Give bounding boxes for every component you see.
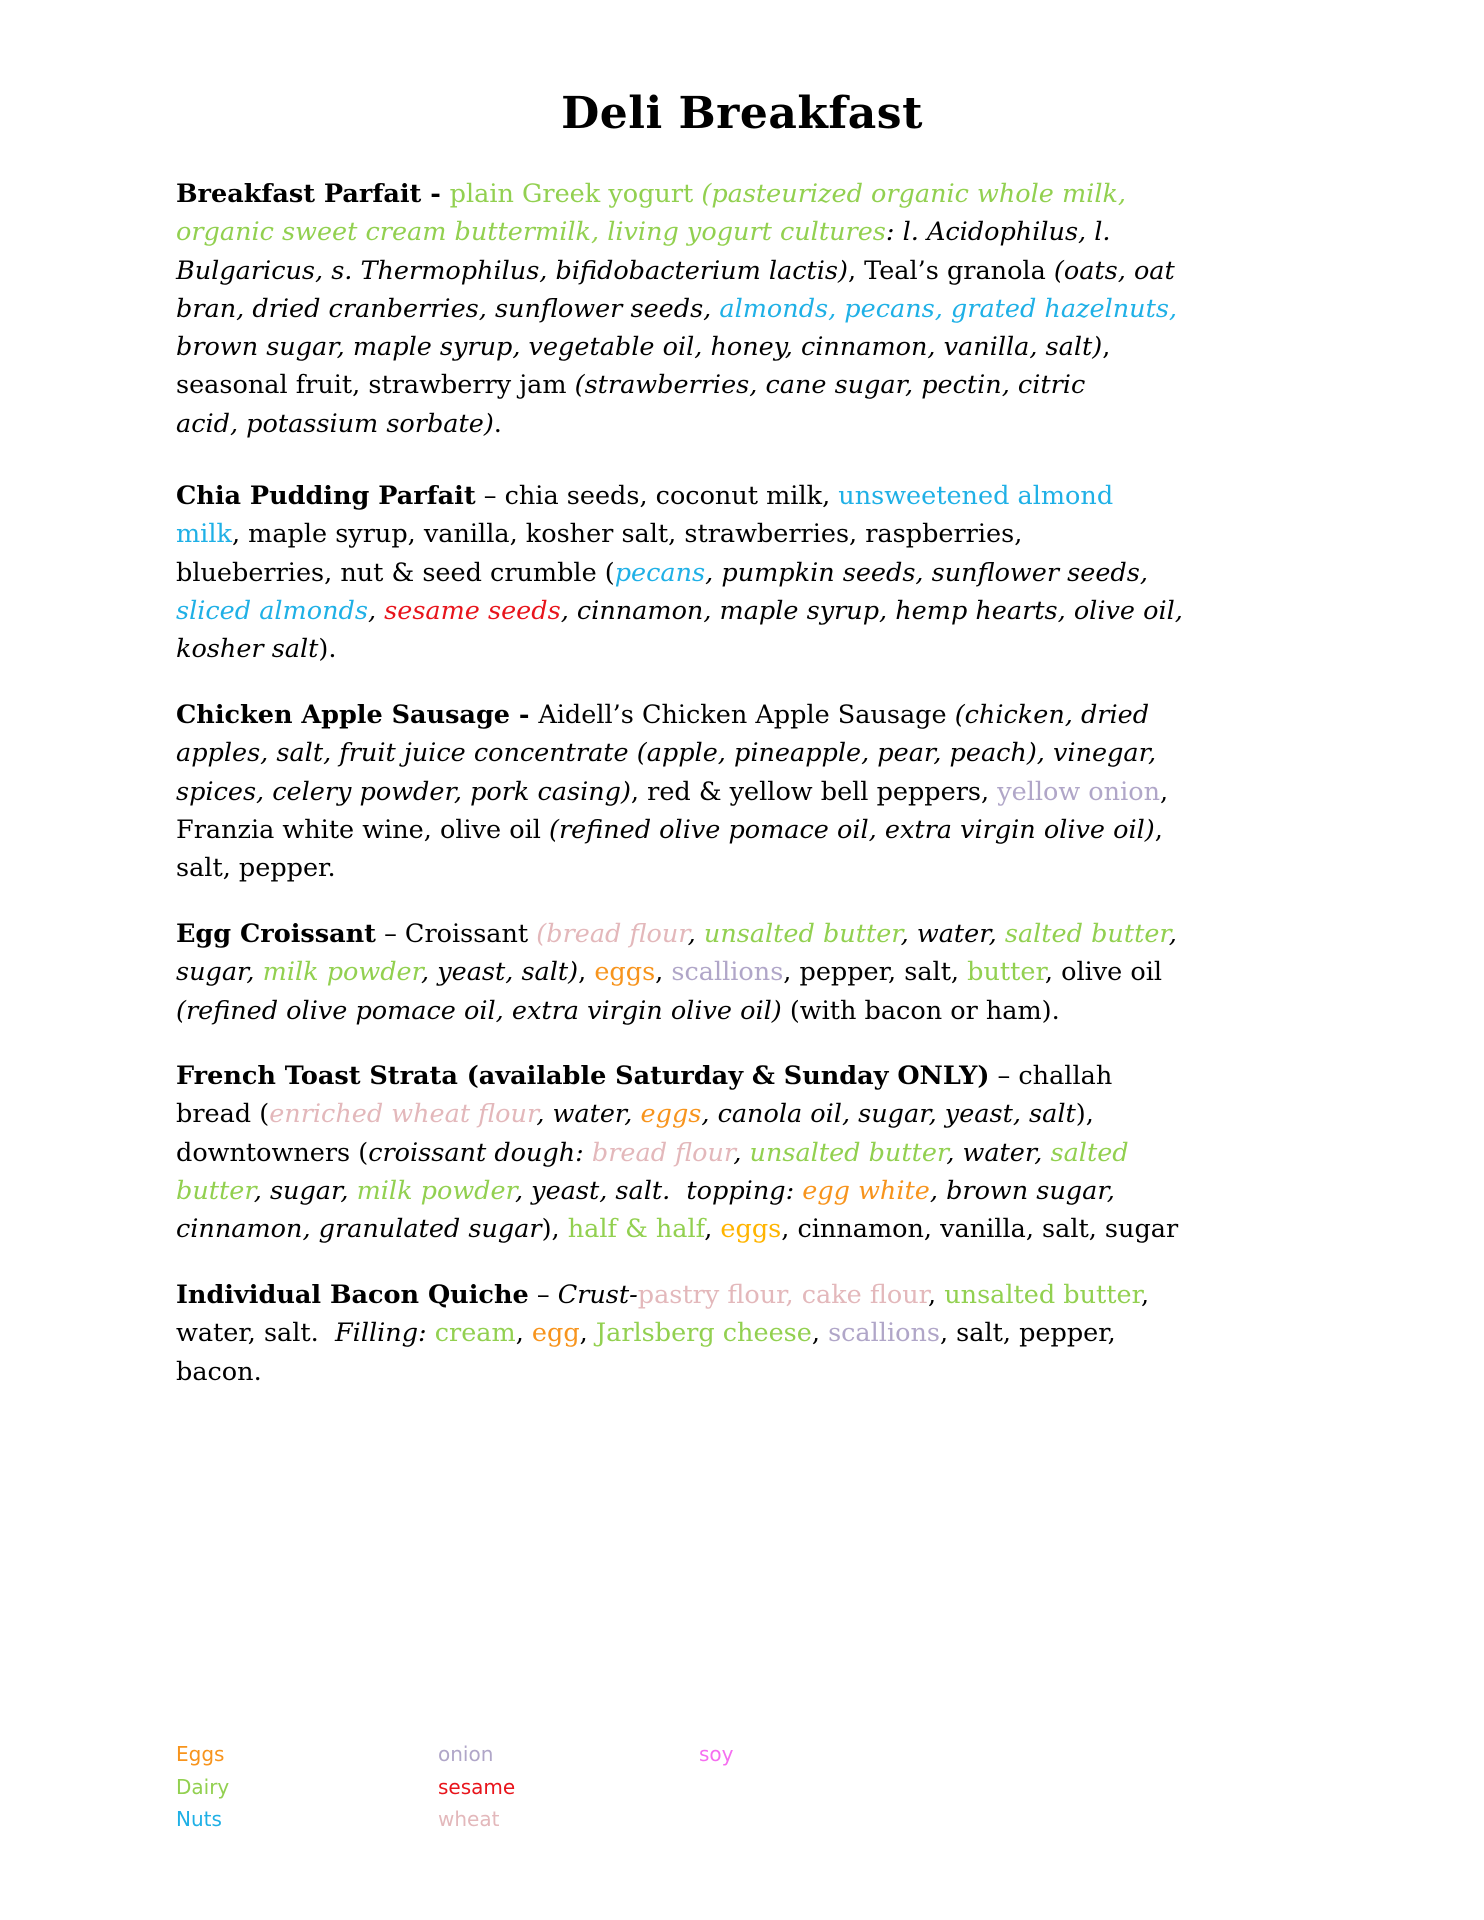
- ingredient-text: ,: [928, 1280, 945, 1310]
- ingredient-text: unsalted butter: [703, 919, 901, 949]
- ingredient-text: (strawberries, cane sugar, pectin, citric: [574, 370, 1086, 401]
- text-line: [176, 992, 1177, 1030]
- item-name: Egg Croissant: [176, 919, 376, 949]
- ingredient-text: (oats, oat: [1053, 255, 1175, 286]
- ingredient-text: sesame seeds: [384, 595, 561, 626]
- ingredient-text: unsalted butter: [749, 1137, 947, 1168]
- ingredient-text: , cinnamon, maple syrup, hemp hearts, olive oil,: [560, 595, 1183, 626]
- ingredient-text: Aidell’s Chicken Apple Sausage: [538, 700, 955, 730]
- ingredient-text: , water,: [536, 1099, 641, 1130]
- text-line: [176, 849, 1168, 887]
- ingredient-text: bread flour: [591, 1137, 734, 1168]
- item-name: Individual Bacon Quiche: [176, 1280, 529, 1310]
- page-title: Deli Breakfast: [561, 88, 923, 139]
- ingredient-text: scallions: [671, 957, 784, 988]
- text-line: [176, 515, 1183, 553]
- legend-item: onion: [438, 1742, 494, 1766]
- ingredient-text: ,: [367, 595, 385, 626]
- ingredient-text: blueberries, nut & seed crumble (: [176, 557, 615, 588]
- ingredient-text: , Teal’s granola: [847, 255, 1054, 286]
- ingredient-text: sugar,: [176, 957, 263, 988]
- ingredient-text: half & half: [567, 1214, 705, 1245]
- legend-item: Eggs: [176, 1742, 225, 1766]
- ingredient-text: , maple syrup, vanilla, kosher salt, strawberries, raspberries,: [231, 519, 1023, 550]
- legend-item: sesame: [438, 1774, 516, 1799]
- text-line: [176, 213, 1177, 251]
- ingredient-text: ,: [655, 957, 672, 988]
- ingredient-text: egg white: [802, 1175, 930, 1206]
- legend-column: [176, 1738, 229, 1836]
- ingredient-text: ,: [687, 919, 704, 949]
- text-line: [176, 811, 1168, 849]
- ingredient-text: scallions: [828, 1318, 940, 1349]
- ingredient-text: salt, pepper.: [176, 853, 336, 884]
- menu-item-individual-bacon-quiche: [176, 1276, 1149, 1391]
- ingredient-text: seasonal fruit, strawberry jam: [176, 370, 575, 401]
- ingredient-text: (refined olive pomace oil, extra virgin olive oil): [549, 814, 1155, 845]
- ingredient-text: (: [536, 919, 547, 949]
- ingredient-text: , cinnamon, vanilla, salt, sugar: [781, 1214, 1179, 1245]
- ingredient-text: eggs: [720, 1214, 782, 1245]
- text-line: [176, 630, 1183, 668]
- ingredient-text: downtowners (: [176, 1137, 369, 1168]
- ingredient-text: , salt, pepper,: [939, 1318, 1116, 1349]
- ingredient-text: –: [528, 1280, 558, 1310]
- ingredient-text: unsalted butter: [944, 1280, 1142, 1310]
- text-line: [176, 252, 1177, 290]
- ingredient-text: milk: [176, 519, 232, 550]
- ingredient-text: ),: [1075, 1099, 1094, 1130]
- ingredient-text: egg: [531, 1318, 580, 1349]
- ingredient-text: water, salt.: [176, 1318, 335, 1349]
- ingredient-text: ,: [578, 957, 595, 988]
- menu-item-egg-croissant: [176, 915, 1177, 1030]
- ingredient-text: Franzia white wine, olive oil: [176, 814, 549, 845]
- menu-item-breakfast-parfait: [176, 175, 1177, 443]
- text-line: [176, 1276, 1149, 1314]
- legend-column: [699, 1738, 734, 1771]
- ingredient-text: , olive oil: [1044, 957, 1163, 988]
- ingredient-text: (refined olive pomace oil, extra virgin olive oil): [176, 995, 782, 1026]
- ingredient-text: cream: [434, 1318, 516, 1349]
- menu-item-chicken-apple-sausage: [176, 696, 1168, 887]
- legend-item: Dairy: [176, 1774, 230, 1799]
- ingredient-text: kosher salt: [176, 634, 319, 665]
- ingredient-text: ,: [1168, 919, 1177, 949]
- text-line: [176, 734, 1168, 772]
- ingredient-text: Bulgaricus, s. Thermophilus, bifidobacterium lactis): [176, 255, 848, 286]
- ingredient-text: , yeast, salt): [421, 957, 579, 988]
- ingredient-text: bread (: [176, 1099, 270, 1130]
- ingredient-text: acid, potassium sorbate): [176, 408, 494, 439]
- ingredient-text: , pumpkin seeds, sunflower seeds,: [705, 557, 1148, 588]
- ingredient-text: , sugar,: [253, 1175, 357, 1206]
- ingredient-text: ,: [733, 1137, 750, 1168]
- text-line: [176, 366, 1177, 404]
- legend-item: wheat: [438, 1807, 500, 1831]
- text-line: [176, 1353, 1149, 1391]
- ingredient-text: bacon.: [176, 1356, 262, 1387]
- text-line: [176, 405, 1177, 443]
- ingredient-text: Crust-: [557, 1280, 638, 1310]
- ingredient-text: (chicken, dried: [954, 700, 1150, 730]
- text-line: [176, 953, 1177, 991]
- text-line: [176, 1057, 1178, 1095]
- ingredient-text: ,: [811, 1318, 829, 1349]
- ingredient-text: , red & yellow bell peppers,: [630, 776, 998, 807]
- ingredient-text: , yeast, salt. topping:: [514, 1175, 803, 1206]
- ingredient-text: salted: [1050, 1137, 1129, 1168]
- text-line: [176, 696, 1168, 734]
- ingredient-text: bread flour: [546, 919, 688, 949]
- ingredient-text: brown sugar, maple syrup, vegetable oil, honey, cinnamon, vanilla, salt): [176, 332, 1103, 363]
- text-line: [176, 477, 1183, 515]
- text-line: [176, 1095, 1178, 1133]
- item-name: Breakfast Parfait -: [176, 179, 450, 209]
- ingredient-text: Filling:: [334, 1318, 427, 1349]
- ingredient-text: ,: [704, 1214, 721, 1245]
- ingredient-text: ,: [1102, 332, 1111, 363]
- ingredient-text: – Croissant: [375, 919, 537, 949]
- ingredient-text: enriched wheat flour: [269, 1099, 537, 1130]
- ingredient-text: , water,: [946, 1137, 1051, 1168]
- ingredient-text: cinnamon, granulated sugar: [176, 1214, 542, 1245]
- ingredient-text: Jarlsberg cheese: [595, 1318, 812, 1349]
- ingredient-text: ,: [1160, 776, 1169, 807]
- ingredient-text: apples, salt, fruit juice concentrate (apple, pineapple, pear, peach), vinegar,: [176, 738, 1157, 769]
- ingredient-text: , pepper, salt,: [783, 957, 968, 988]
- ingredient-text: unsweetened almond: [838, 481, 1114, 511]
- ingredient-text: sliced almonds: [176, 595, 368, 626]
- ingredient-text: ,: [515, 1318, 532, 1349]
- text-line: [176, 1134, 1178, 1172]
- ingredient-text: salted butter: [1004, 919, 1169, 949]
- ingredient-text: eggs: [594, 957, 656, 988]
- ingredient-text: yellow onion: [997, 776, 1161, 807]
- ingredient-text: ).: [318, 634, 337, 665]
- item-name: French Toast Strata (available Saturday & Sunday ONLY): [176, 1061, 990, 1091]
- ingredient-text: , brown sugar,: [929, 1175, 1115, 1206]
- text-line: [176, 592, 1183, 630]
- item-name: Chia Pudding Parfait: [176, 481, 476, 511]
- menu-item-french-toast-strata: [176, 1057, 1178, 1248]
- ingredient-text: ,: [1141, 1280, 1150, 1310]
- ingredient-text: ,: [1154, 814, 1163, 845]
- ingredient-text: : l. Acidophilus, l.: [885, 217, 1111, 248]
- ingredient-text: plain Greek yogurt: [449, 179, 702, 209]
- item-name: Chicken Apple Sausage -: [176, 700, 539, 730]
- legend-column: [438, 1738, 515, 1836]
- ingredient-text: .: [493, 408, 502, 439]
- ingredient-text: pastry flour, cake flour: [637, 1280, 929, 1310]
- ingredient-text: eggs: [640, 1099, 702, 1130]
- ingredient-text: (pasteurized organic whole milk,: [701, 179, 1127, 209]
- ingredient-text: butter: [176, 1175, 254, 1206]
- text-line: [176, 1314, 1149, 1352]
- ingredient-text: [427, 1318, 435, 1348]
- ingredient-text: organic sweet cream buttermilk, living yogurt cultures: [176, 217, 886, 248]
- ingredient-text: ),: [541, 1214, 568, 1245]
- text-line: [176, 554, 1183, 592]
- ingredient-text: (with bacon or ham).: [781, 995, 1060, 1026]
- ingredient-text: butter: [967, 957, 1045, 988]
- legend-item: soy: [699, 1742, 734, 1766]
- ingredient-text: spices, celery powder, pork casing): [176, 776, 631, 807]
- text-line: [176, 175, 1177, 213]
- ingredient-text: croissant dough:: [368, 1137, 592, 1168]
- text-line: [176, 773, 1168, 811]
- ingredient-text: , water,: [900, 919, 1005, 949]
- ingredient-text: bran, dried cranberries, sunflower seeds,: [176, 293, 720, 324]
- ingredient-text: – challah: [989, 1061, 1113, 1091]
- ingredient-text: ,: [579, 1318, 596, 1349]
- text-line: [176, 915, 1177, 953]
- ingredient-text: , canola oil, sugar, yeast, salt: [701, 1099, 1076, 1130]
- text-line: [176, 290, 1177, 328]
- text-line: [176, 1172, 1178, 1210]
- legend-item: Nuts: [176, 1807, 222, 1831]
- ingredient-text: milk powder: [356, 1175, 515, 1206]
- text-line: [176, 1210, 1178, 1248]
- ingredient-text: – chia seeds, coconut milk,: [475, 481, 839, 511]
- ingredient-text: pecans: [614, 557, 706, 588]
- menu-item-chia-pudding-parfait: [176, 477, 1183, 668]
- ingredient-text: almonds, pecans, grated hazelnuts,: [719, 293, 1178, 324]
- text-line: [176, 328, 1177, 366]
- ingredient-text: milk powder: [262, 957, 421, 988]
